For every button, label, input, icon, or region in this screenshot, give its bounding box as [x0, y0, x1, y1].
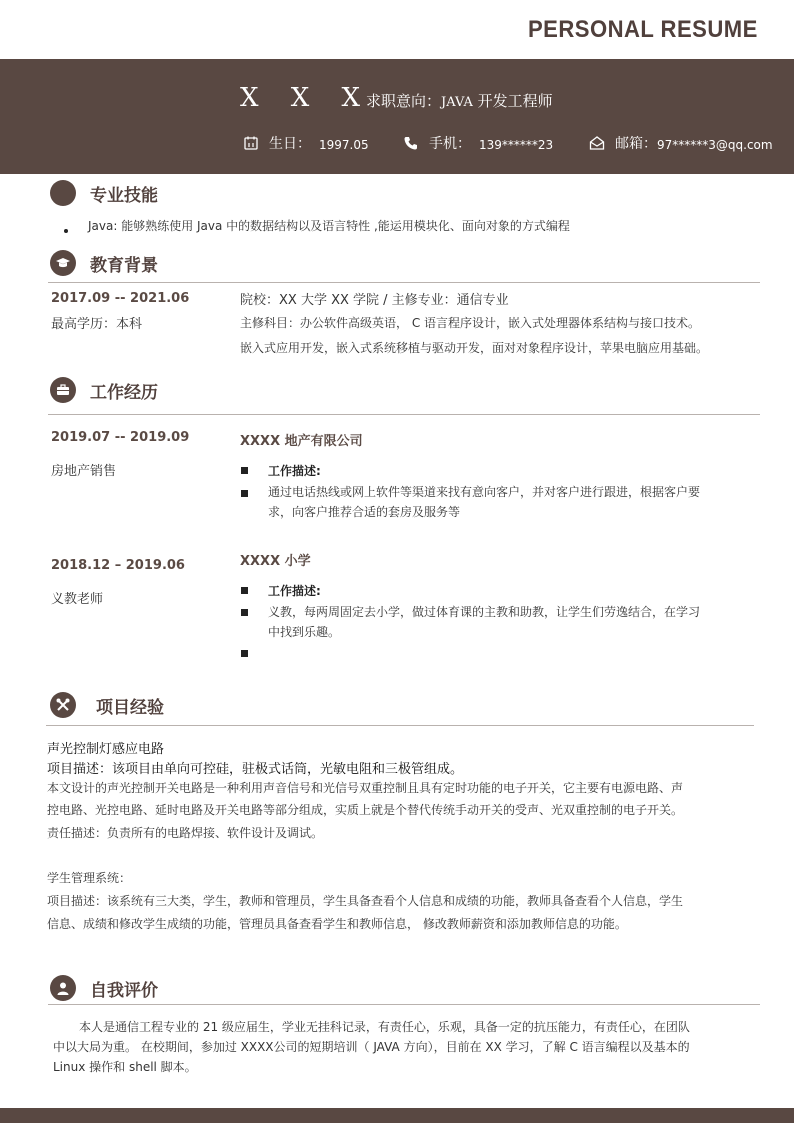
- education-heading: 教育背景: [90, 255, 158, 276]
- email-info: [589, 133, 773, 153]
- skills-heading: 专业技能: [90, 185, 158, 206]
- projects-heading: 项目经验: [96, 697, 164, 718]
- job-role: 房地产销售: [51, 464, 117, 479]
- birthday-value: 1997.05: [319, 137, 369, 152]
- skills-icon: [50, 180, 76, 206]
- section-divider: [46, 725, 754, 726]
- phone-icon: [403, 135, 419, 151]
- phone-label: 手机：: [429, 136, 471, 152]
- bullet-square: [241, 467, 248, 474]
- job-date: 2018.12 – 2019.06: [51, 558, 185, 573]
- job-date: 2019.07 -- 2019.09: [51, 430, 190, 445]
- calendar-icon: [243, 135, 259, 151]
- birthday-label: 生日：: [269, 136, 311, 152]
- user-icon: [50, 975, 76, 1001]
- job-company: XXXX 小学: [240, 554, 311, 569]
- education-date: 2017.09 -- 2021.06: [51, 291, 190, 306]
- self-eval-line: Linux 操作和 shell 脚本。: [53, 1060, 197, 1074]
- candidate-name: X X X: [240, 83, 373, 113]
- job-desc-label: 工作描述:: [268, 584, 321, 598]
- job-desc-line: 求，向客户推荐合适的套房及服务等: [268, 505, 461, 519]
- job-desc-line: 通过电话热线或网上软件等渠道来找有意向客户，并对客户进行跟进，根据客户要: [268, 485, 701, 499]
- skill-item: Java: 能够熟练使用 Java 中的数据结构以及语言特性 ,能运用模块化、面向对象的方式编程: [88, 219, 570, 233]
- job-role: 义教老师: [51, 592, 104, 607]
- self-eval-line: 中以大局为重。 在校期间，参加过 XXXX公司的短期培训（ JAVA 方向），目前在 XX 学习，了解 C 语言编程以及基本的: [53, 1040, 690, 1054]
- graduation-cap-icon: [50, 250, 76, 276]
- bullet-dot: [64, 229, 68, 233]
- email-label: 邮箱：: [615, 136, 657, 152]
- job-desc-line: 中找到乐趣。: [268, 625, 341, 639]
- bullet-square: [241, 609, 248, 616]
- section-divider: [48, 282, 760, 283]
- education-courses-2: 嵌入式应用开发，嵌入式系统移植与驱动开发，面对对象程序设计，苹果电脑应用基础。: [240, 341, 709, 355]
- job-desc-line: 义教，每两周固定去小学，做过体育课的主教和助教，让学生们劳逸结合，在学习: [268, 605, 701, 619]
- job-intent-suffix: 开发工程师: [472, 92, 553, 110]
- education-section-title: [50, 250, 158, 276]
- project-name: 声光控制灯感应电路: [47, 742, 165, 757]
- section-divider: [48, 414, 760, 415]
- work-heading: 工作经历: [90, 382, 158, 403]
- tools-icon: [50, 692, 76, 718]
- email-value: 97******3@qq.com: [657, 137, 773, 152]
- project-name: 学生管理系统：: [47, 871, 132, 885]
- project-desc-line: 信息、成绩和修改学生成绩的功能，管理员具备查看学生和教师信息， 修改教师薪资和添加教师信息的功能。: [47, 917, 627, 931]
- work-section-title: [50, 377, 158, 403]
- resume-brand-title: PERSONAL RESUME: [528, 16, 758, 43]
- job-desc-label: 工作描述:: [268, 464, 321, 478]
- phone-info: [403, 133, 553, 153]
- briefcase-icon: [50, 377, 76, 403]
- section-divider: [48, 1004, 760, 1005]
- project-responsibility: 责任描述：负责所有的电路焊接、软件设计及调试。: [47, 826, 324, 840]
- skills-section-title: [50, 180, 158, 206]
- bullet-square: [241, 650, 248, 657]
- mail-icon: [589, 135, 605, 151]
- project-desc-line: 项目描述：该系统有三大类，学生，教师和管理员，学生具备查看个人信息和成绩的功能，教师具备查看个人信息，学生: [47, 894, 684, 908]
- self-eval-heading: 自我评价: [90, 980, 158, 1001]
- footer-band: [0, 1108, 794, 1123]
- header-banner: [0, 59, 794, 174]
- job-intent-label: 求职意向：: [366, 92, 442, 110]
- projects-section-title: [50, 692, 164, 718]
- job-company: XXXX 地产有限公司: [240, 434, 363, 449]
- job-intent-prefix: JAVA: [441, 95, 473, 110]
- bullet-square: [241, 587, 248, 594]
- job-intent: [366, 90, 553, 111]
- project-summary: 项目描述：该项目由单向可控硅，驻极式话筒，光敏电阻和三极管组成。: [47, 762, 464, 777]
- project-desc-line: 控电路、光控电路、延时电路及开关电路等部分组成，实质上就是个替代传统手动开关的受声、光双重控制的电子开关。: [47, 803, 684, 817]
- education-degree: 最高学历：本科: [51, 317, 143, 332]
- bullet-square: [241, 490, 248, 497]
- education-courses-1: 主修科目：办公软件高级英语， C 语言程序设计，嵌入式处理器体系结构与接口技术。: [240, 316, 701, 330]
- phone-value: 139******23: [479, 137, 554, 152]
- self-eval-section-title: [50, 975, 158, 1001]
- education-school: 院校：XX 大学 XX 学院 / 主修专业：通信专业: [240, 293, 509, 308]
- birthday-info: [243, 133, 369, 153]
- self-eval-line: 本人是通信工程专业的 21 级应届生，学业无挂科记录，有责任心，乐观，具备一定的抗压能力，有责任心，在团队: [79, 1020, 690, 1034]
- project-desc-line: 本文设计的声光控制开关电路是一种利用声音信号和光信号双重控制且具有定时功能的电子开关，它主要有电源电路、声: [47, 781, 684, 795]
